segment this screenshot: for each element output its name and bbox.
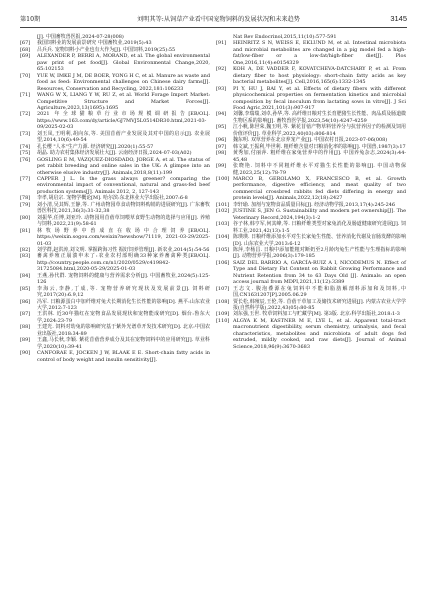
- reference-continuation: Nat Rev Endocrinol,2015,11(10):577-591: [233, 34, 337, 40]
- reference-text: 江小帆,陈世荣,魏玉明,等. 紫花苜蓿产物草料营养分与抗营养因子的检测及饲用价值评价[J]. 草业科学,2022,40(03):806-814: [233, 124, 406, 137]
- references-left-column: [20, 34, 210, 363]
- reference-text: CAPPER J L. Is the grass always greener? comparing the environmental impact of conventional, natural and grass-fed beef production systems[J]. Animals 2012, 2, 127-143: [37, 175, 210, 195]
- reference-text: 孔长缨 "人本"生产力源. 经济研究[J].2020(1):55-57: [37, 143, 154, 150]
- reference-item: [20, 299, 210, 312]
- reference-number: [102]: [216, 208, 230, 215]
- running-title: 刘明其等:从饲草产业看中国宠物饲料的发展状况和未来趋势: [137, 15, 300, 23]
- reference-number: [68]: [20, 46, 31, 53]
- reference-number: [75]: [20, 150, 31, 157]
- reference-item: [216, 221, 406, 234]
- reference-number: [101]: [216, 201, 230, 208]
- reference-text: 贾长松,韩殖辰,王伦,等. 苜蓿干草加工及储技术研究进展[J]. 内蒙古农业大学学报(自然科学版),2022,43(05):80-85: [233, 298, 406, 312]
- reference-text: 陈瑛瑛. 日粮纤维添加水平对生长家兔生性能、营养消化代谢及盲肠发酵的影响[D]. 山东农业大学,2013:6-12: [233, 234, 406, 247]
- reference-number: [67]: [20, 40, 31, 47]
- reference-item: [216, 124, 406, 137]
- reference-item: [216, 260, 406, 286]
- reference-item: [216, 286, 406, 299]
- reference-number: [72]: [20, 111, 31, 118]
- reference-item: [20, 253, 210, 272]
- reference-number: [105]: [216, 246, 230, 253]
- reference-number: [86]: [20, 298, 31, 305]
- reference-text: 畜禽养殖正崩溃申未了:农业农村部明确33种家养畜禽种类[EB/OL]. http://country.people.com.cn/n1/2020/0529/c419842-31725084.html,2020-05-29/2025-01-03: [37, 253, 210, 273]
- reference-number: [85]: [20, 285, 31, 292]
- reference-continuation: [J]. 中国畜牧兽医报,2024-07-28(008): [37, 34, 124, 40]
- reference-text: PI Y, HU J, BAI Y, et al. Effects of dietary fibers with different physicochemical properties on fermentation kinetics and microbial composition by fecal inoculum from lactating sows in vitro[J]. J Sci Food Agric,2021,101(3):907-917: [233, 85, 406, 111]
- reference-text: 李孝,胡启宗. 宠物学概论[M]. 哈尔滨:东北林业大学出版社,2007:6-8: [37, 195, 188, 202]
- reference-text: HEINRITZ S N, WEISS E, EKLUND M, et al. Intestinal microbiota and microbial metabolites are changed in a pig model fed a high-fat/low-fiber or a low-fat/high-fiber diet[J]. Plos One,2016,11(4):e0154329: [233, 40, 406, 66]
- reference-text: 王志文. 腹泡叠源在兔饲料中不能和脂肪解剖料添加和及饲料,中国,CN1631207[P].2005.06.29: [233, 285, 406, 299]
- reference-item: [20, 311, 210, 324]
- reference-item: [20, 273, 210, 286]
- reference-number: [84]: [20, 272, 31, 279]
- reference-text: MARCO B, GEROLAMO X, FRANCESCO B, et al. Growth performance, digestive efficiency, and meat quality of two commercial crossbred rabbits fed diets differing in energy and protein levels[J]. Animals,2022,12(18):2427: [233, 175, 406, 202]
- reference-item: [216, 111, 406, 124]
- reference-text: 刘小清,吴其辉,王静,等. 广州动物园草食动物饲料购销的进展研究[J]. 广东畜牧兽医科技,2021,36(3):31-32,38: [37, 201, 210, 215]
- reference-number: [92]: [216, 66, 227, 73]
- references-right-column: [216, 34, 406, 350]
- reference-item: [20, 202, 210, 215]
- reference-number: [83]: [20, 253, 31, 260]
- page-header: [20, 11, 407, 25]
- reference-text: 刘东强,玉世. 牧草饲料加工与贮藏学[M]. 第3版. 北京:科学出版社,2018:1-3: [233, 311, 400, 318]
- reference-text: 我国饲料业的发展前景研究 中国畜牧业,2019(5):43: [37, 40, 152, 47]
- reference-number: [96]: [216, 137, 227, 144]
- reference-number: [74]: [20, 143, 31, 150]
- reference-text: 刘学群,赵洪涛,刘文明. 掌握跨海习性 掘好饲养管理[J]. 新农业,2014(5):54-56: [37, 246, 210, 253]
- reference-item: [20, 92, 210, 111]
- reference-text: CANFORAE E, JOCKEN J W, BLAAK E E. Short-chain fatty acids in control of body weight and insulin sensitivity[J].: [37, 350, 210, 363]
- reference-item: [20, 324, 210, 337]
- reference-item: [216, 40, 406, 66]
- header-rule: [20, 27, 407, 28]
- reference-item: [20, 176, 210, 195]
- reference-number: [94]: [216, 111, 227, 118]
- reference-item: [20, 73, 210, 92]
- reference-item: [216, 176, 406, 202]
- reference-number: [108]: [216, 298, 230, 305]
- reference-item: [20, 111, 210, 130]
- reference-number: [82]: [20, 246, 31, 253]
- reference-text: KOH A, DE VADDER F, KOVATCHEVA-DATCHARY P, et al. From dietary fiber to host physiology: short-chain fatty acids as key bacterial metabolites[J]. Cell,2016,165(6):1332-1345: [233, 66, 406, 86]
- reference-number: [88]: [20, 324, 31, 331]
- reference-number: [106]: [216, 259, 230, 266]
- issue-number: 第10期: [20, 15, 41, 23]
- reference-text: 2021 年全球猫粮草行业市场规模调研报告[EB/OL]. https://www.163.com/dy/article/GJ7MVJ5L0514DR30.html,2021-03-09/2025-02-03: [37, 111, 210, 131]
- reference-text: 魏东明. 双草营养在北京养宠产业[J]. 中国农村日报,2023-07-06(008): [233, 137, 388, 144]
- reference-text: 刘振华,任博,刘亚玲. 动物园用苜蓿草饲喂草食野生动物的选择与应用[J]. 养殖与饲料,2022,21(9):58-61: [37, 214, 210, 228]
- reference-number: [100]: [216, 175, 230, 182]
- reference-number: [71]: [20, 92, 31, 99]
- reference-number: [76]: [20, 156, 31, 163]
- reference-number: [97]: [216, 143, 227, 150]
- reference-list: [216, 40, 406, 350]
- reference-number: [80]: [20, 214, 31, 221]
- reference-number: [87]: [20, 311, 31, 318]
- reference-item: [20, 131, 210, 144]
- reference-item: [216, 163, 406, 176]
- reference-text: 胡晶. 助力农村集体经济发展壮大[J]. 云南经济日报,2024-07-03(A02): [37, 150, 192, 157]
- reference-text: ALGYA K M, KASTNER M E, LYE L, et al. Apparent total-tract macronutrient digestibility, serum chemistry, urinalysis, and fecal characteristics, metabolites and microbiota of adult dogs fed extruded, mildly cooked, and raw diets[J]. Journal of Animal Science,2018,96(9):3670-3683: [233, 317, 406, 350]
- reference-item: [216, 247, 406, 260]
- reference-item: [216, 318, 406, 350]
- reference-text: 黄秀加,付丽萍. 粗纤维在家兔营养中的作用[J]. 中国养兔杂志,2024(3):44-45,48: [233, 150, 406, 163]
- reference-list: [20, 40, 210, 363]
- reference-item: [20, 53, 210, 72]
- reference-text: WANG W X, LIANG Y W, RU Z, et al. World Forage Import Market: Competitive Structure and Market Forces[J]. Agriculture,2023,13(1695):1695: [37, 92, 210, 111]
- reference-number: [70]: [20, 72, 31, 79]
- reference-item: [216, 234, 406, 247]
- reference-number: [77]: [20, 175, 31, 182]
- reference-text: 王洪林. 近30年猫红在宠物食品发展现状和宠物能成研究[D]. 烟台:鲁东大学,2024:23-79: [37, 311, 210, 324]
- reference-number: [99]: [216, 163, 227, 170]
- reference-item: [216, 150, 406, 163]
- reference-text: 刘玉凤,王明利,胡向东,等. 美国苜蓿产业发展及其对中国的启示[J]. 农业展望,2014,10(6):49-54: [37, 130, 210, 144]
- reference-number: [93]: [216, 85, 227, 92]
- reference-number: [103]: [216, 221, 230, 228]
- reference-text: 陈萍,李杨昌. 日粮中添加能粗对断奶至2月龄肉兔生产性能与生理指标的影响[J]. 动物营养学报,2006(3):179-185: [233, 246, 406, 260]
- reference-text: 王燕,孙代群. 宠物饲料的健康与营养需求分析[J]. 中国畜牧业,2024(5):125-126: [37, 272, 210, 286]
- reference-text: 冯军. 日粮源蛋白中加纤维对兔犬长期消化生长性能的影响[D]. 燕平:山东农业大学,2012:7-123: [37, 298, 210, 312]
- reference-item: [20, 337, 210, 350]
- reference-number: [91]: [216, 40, 227, 47]
- reference-text: ALEXANDER P, BERRI A, MORAND, et al. The global environmental paw print of pet food[J]. Global Environmental Change,2020, 65:102153: [37, 53, 210, 73]
- reference-text: GOSLING E M, VÁZQUEZ-DIOSDADO, JORGE A, et al. The status of pet rabbit breeding and online sales in the UK: A glimpse into an otherwise elusive industry[J]. Animals,2018,8(11):199: [37, 156, 210, 176]
- reference-item: [20, 286, 210, 299]
- reference-text: 林牧场野养中兽成直在收场中合理饲养[EB/OL]. https://weixin.sogou.com/weixin?newshow/71119, 2021-03-29/2025-01-03: [37, 227, 210, 247]
- reference-text: YUE W, IMKE J M, DE BOER, YONG H C, et al. Manure as waste and food as feed: Environmental challenges on Chinese dairy farms[J]. Resources, Conservation and Recycling, 2022,181:106233: [37, 72, 210, 92]
- reference-number: [69]: [20, 53, 31, 60]
- reference-text: 王鑫,马长秋,李颖. 紫花苜蓿营养成分及其在宠物饲料中的应用研究[J]. 草业科学,2020(10):39-41: [37, 337, 210, 350]
- reference-text: 韩文斌,王振利,毕世利. 粗纤维含量对日粮消化率的影响[J]. 中国兽,1987(3):17: [233, 143, 406, 150]
- reference-number: [98]: [216, 150, 227, 157]
- reference-number: [95]: [216, 124, 227, 131]
- reference-text: 王建光. 饲料对幼兔的影响研究基于紫外光谱草开发技术研究[D]. 北京:中国农业出版社,2018:34-89: [37, 324, 210, 337]
- reference-number: [107]: [216, 285, 230, 292]
- reference-number: [90]: [20, 350, 31, 357]
- reference-number: [89]: [20, 337, 31, 344]
- reference-text: SAIZ DEL BARRIO A, GARCÍA-RUIZ A I, NICODEMUS N. Effect of Type and Dietary Fat Content on Rabbit Growing Performance and Nutrient Retention from 34 to 63 Days Old [J]. Animals: an open access journal from MDPI,2021,11(12):3389: [233, 259, 406, 286]
- reference-text: JUSTINE S, JEN G. Sustainability and modern pet ownership[J]. The Veterinary Record,2024,194(3):1-2: [233, 208, 406, 221]
- reference-number: [104]: [216, 234, 230, 241]
- reference-text: 李海云,李静,丁成,等. 宠物营养研究现状及发展前景[J]. 饲料研究,2017(20):6.9,12: [37, 285, 210, 299]
- reference-text: 吕兵兵. 宠物饲料小产业也有大作为[J]. 中国饲料,2019(25):55: [37, 46, 176, 53]
- reference-number: [81]: [20, 227, 31, 234]
- reference-text: 刘馨,李瑞瑞,刘卓,孙华,等. 高纤维日粮对生长育肥猪生长性能、肉品质及肠道微生物区系的影响[J]. 畜牧兽医学报,2023,54(10):4247-4259: [233, 111, 406, 124]
- reference-number: [73]: [20, 130, 31, 137]
- reference-number: [109]: [216, 311, 230, 318]
- reference-number: [78]: [20, 195, 31, 202]
- reference-text: 谷子林,韩亨军,何其峰,等. 日粮纤维类型对家兔消化及肠道健康研究进展[J]. 饲料工业,2021,42(13):1-5: [233, 221, 406, 234]
- reference-number: [110]: [216, 317, 230, 324]
- reference-number: [79]: [20, 201, 31, 208]
- reference-item: [216, 86, 406, 112]
- reference-item: [20, 350, 210, 363]
- reference-item: [20, 157, 210, 176]
- reference-item: [216, 299, 406, 312]
- reference-item: [20, 228, 210, 247]
- reference-text: 张晓艳. 饲料中不同粗纤维水平对猫生长性能的影响[J]. 中国动物保健,2023,25(12):78-79: [233, 163, 406, 176]
- reference-item: [20, 215, 210, 228]
- reference-item: [216, 66, 406, 85]
- reference-text: 李轩瑜. 加剂与宠物食品质量目标[J]. 经济动物学报,2013,17(4):245-246: [233, 201, 396, 208]
- reference-item: [216, 208, 406, 221]
- page-number: 3145: [390, 13, 407, 23]
